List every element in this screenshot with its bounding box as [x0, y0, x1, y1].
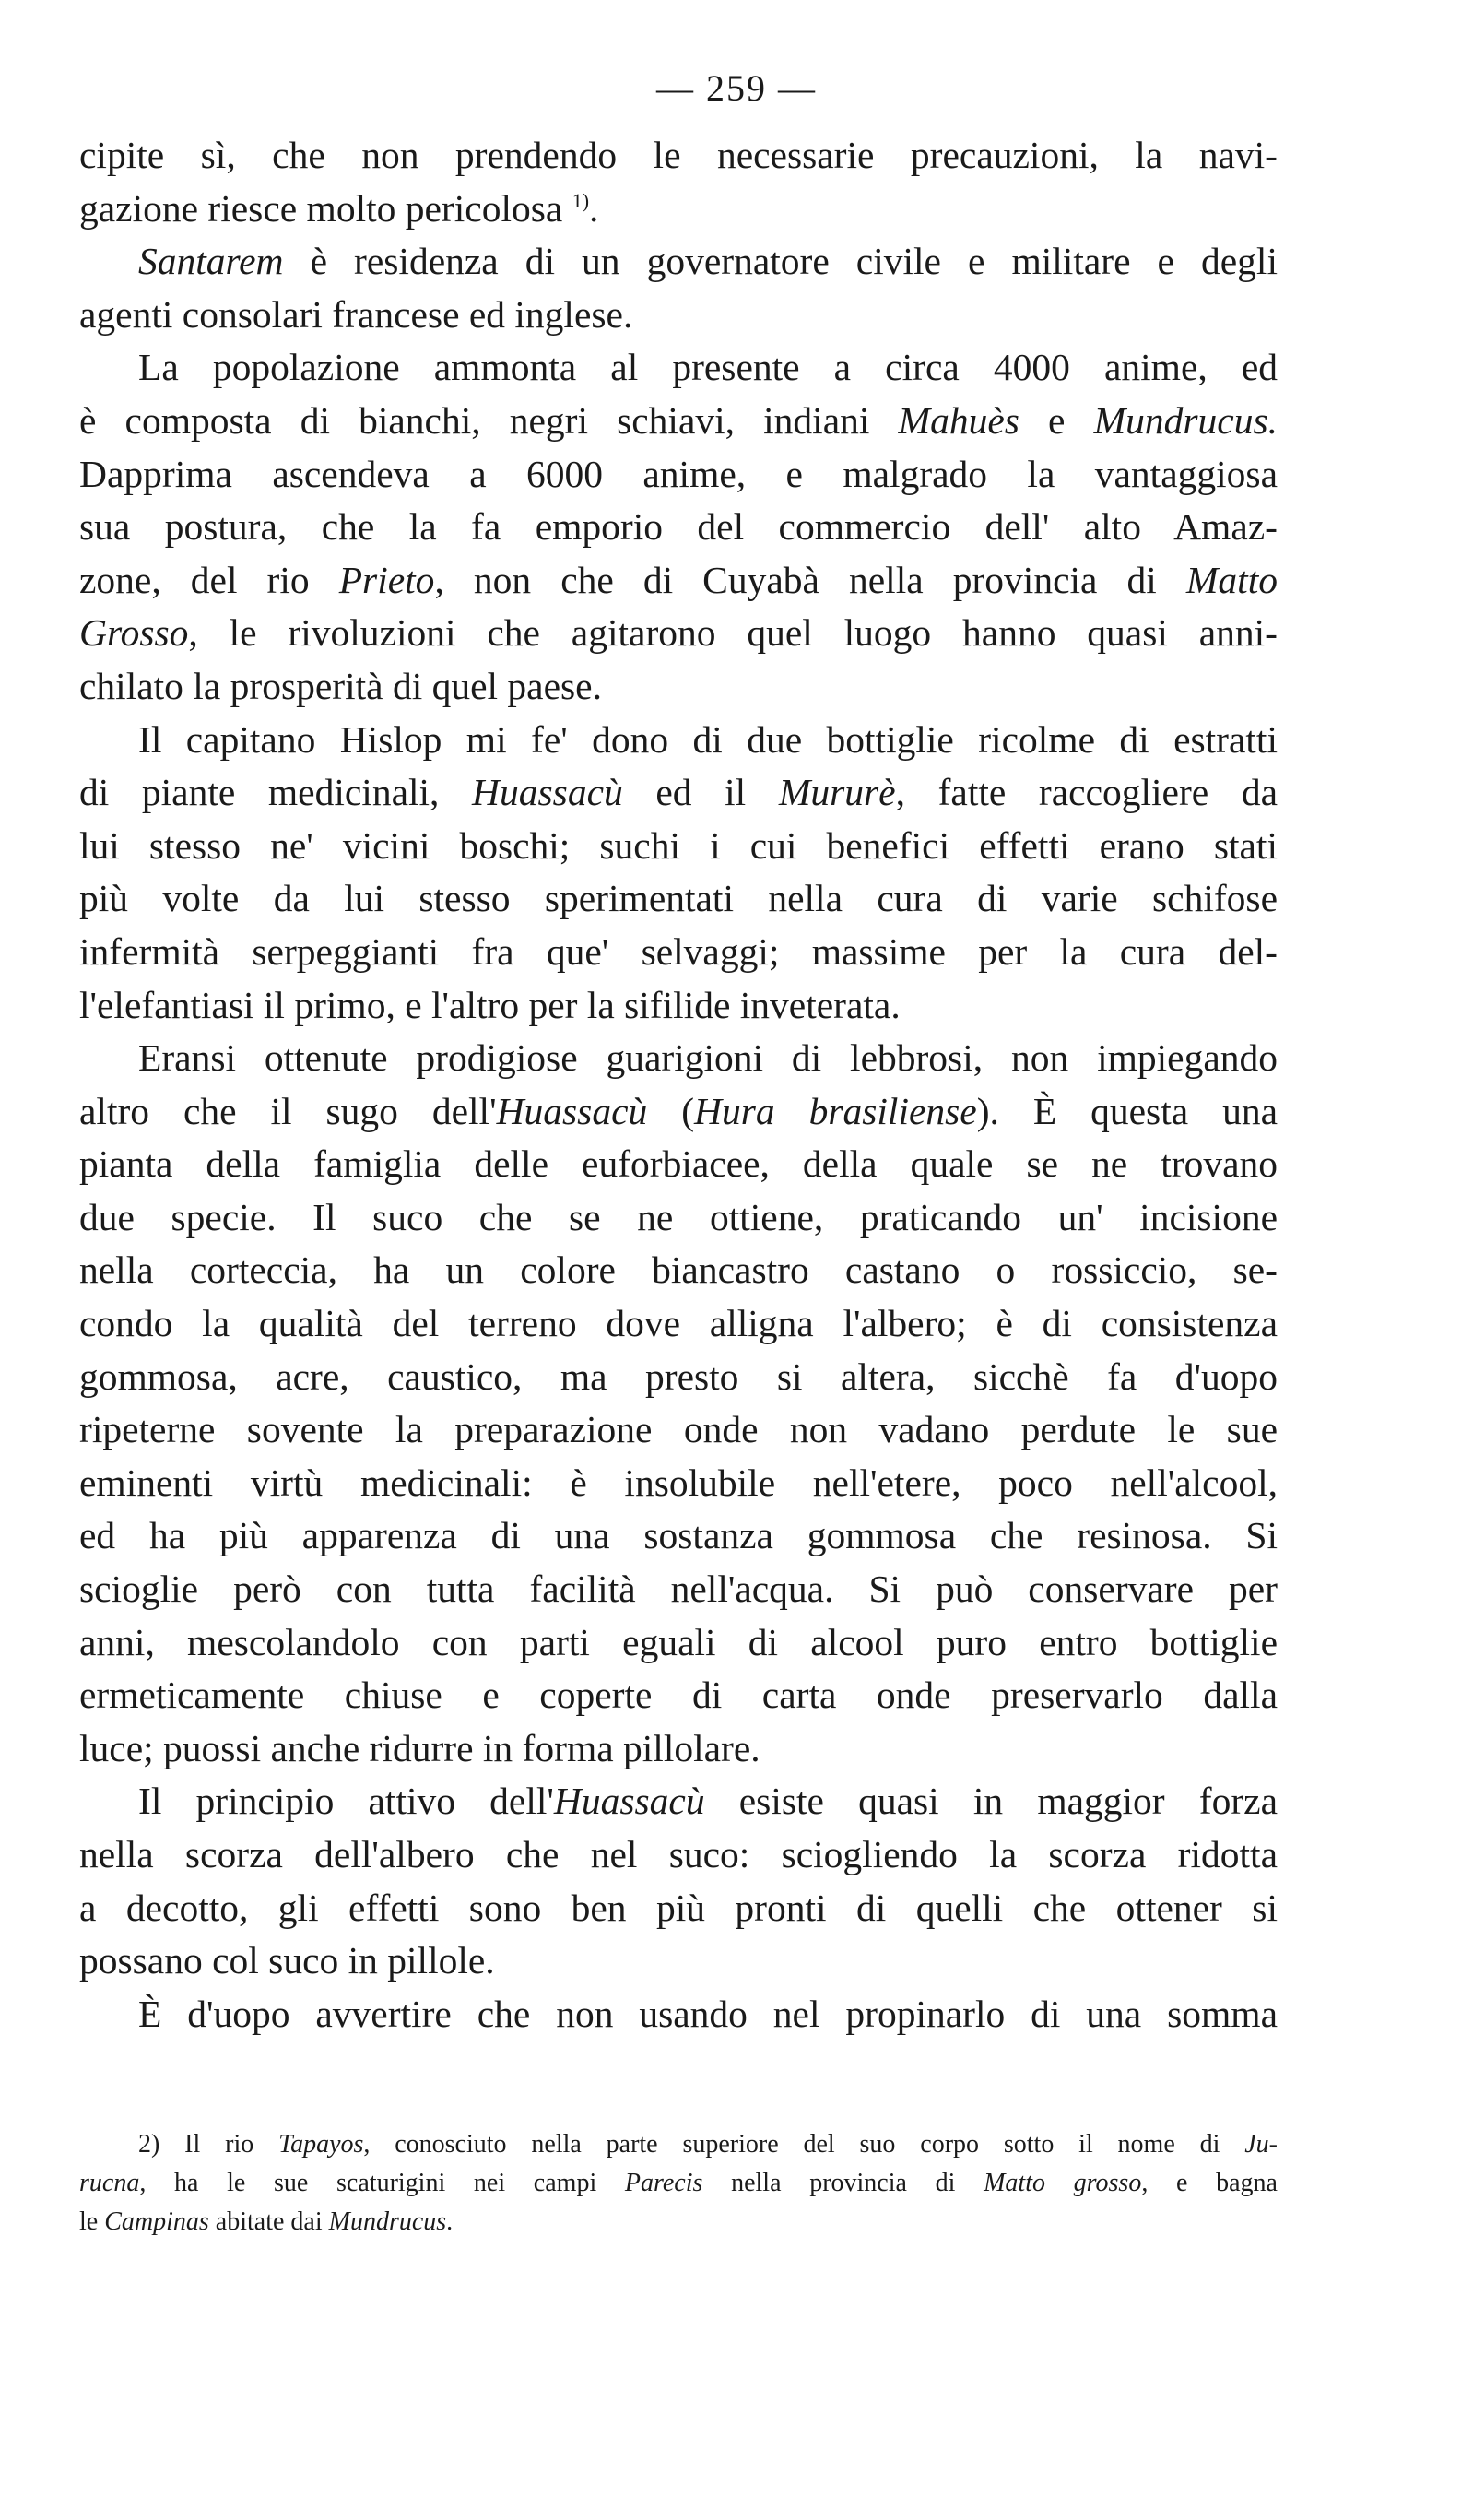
text-line [79, 1509, 1278, 1563]
text-line [79, 554, 1278, 608]
italic-text: Prieto [338, 558, 435, 601]
text-line [79, 289, 1278, 342]
text-line [79, 820, 1278, 873]
italic-text: Mahuès [898, 398, 1019, 442]
text-line [79, 1244, 1278, 1297]
text-line [79, 1351, 1278, 1404]
text-run: , conosciuto nella parte superiore del suo corpo sotto il nome di [363, 2130, 1245, 2159]
text-run: lui stesso ne' vicini boschi; suchi i cui benefici effetti erano stati [79, 823, 1278, 867]
text-run: due specie. Il suco che se ne ottiene, praticando un' incisione [79, 1195, 1278, 1238]
text-line [79, 660, 1278, 714]
text-line [79, 395, 1278, 448]
text-run: Il capitano Hislop mi fe' dono di due bottiglie ricolme di estratti [138, 717, 1278, 761]
text-run: Dapprima ascendeva a 6000 anime, e malgrado la vantaggiosa [79, 452, 1278, 495]
text-line [79, 1138, 1278, 1191]
italic-text: Santarem [138, 240, 284, 283]
italic-text: Campinas [104, 2207, 209, 2236]
italic-text: Matto [1185, 558, 1278, 601]
text-line [79, 1828, 1278, 1882]
text-line [79, 1775, 1278, 1828]
text-line [79, 714, 1278, 767]
footnote-line [79, 2203, 1278, 2242]
text-line [79, 926, 1278, 979]
text-line [79, 607, 1278, 660]
text-run: e [1019, 398, 1094, 442]
text-line [79, 448, 1278, 502]
text-run: le [79, 2207, 105, 2236]
text-run: ermeticamente chiuse e coperte di carta onde preservarlo dalla [79, 1674, 1278, 1717]
text-run: eminenti virtù medicinali: è insolubile nell'etere, poco nell'alcool, [79, 1461, 1278, 1504]
italic-text: Grosso [79, 611, 189, 655]
text-run: ed il [622, 771, 779, 814]
text-run: ed ha più apparenza di una sostanza gommosa che resinosa. Si [79, 1514, 1278, 1557]
text-run: chilato la prosperità di quel paese. [79, 664, 602, 707]
text-line [79, 341, 1278, 395]
italic-text: Tapayos [278, 2130, 364, 2159]
text-run: ripeterne sovente la preparazione onde non vadano perdute le sue [79, 1408, 1278, 1451]
italic-text: rucna [79, 2169, 140, 2197]
text-line [79, 1988, 1278, 2041]
text-run: zone, del rio [79, 558, 339, 601]
text-run: nella scorza dell'albero che nel suco: sciogliendo la scorza ridotta [79, 1833, 1278, 1875]
text-run: scioglie però con tutta facilità nell'acqua. Si può conservare per [79, 1568, 1278, 1611]
text-run: agenti consolari francese ed inglese. [79, 292, 633, 336]
text-run: è composta di bianchi, negri schiavi, indiani [79, 398, 899, 442]
italic-text: Hura brasiliense [694, 1089, 977, 1132]
text-run: esiste quasi in maggior forza [704, 1780, 1279, 1823]
text-run: è residenza di un governatore civile e militare e degli [283, 240, 1278, 283]
italic-text: Huassacù [553, 1780, 705, 1823]
text-run: abitate dai [208, 2207, 329, 2236]
footnote-marker: 1) [572, 188, 590, 212]
text-run: pianta della famiglia delle euforbiacee, della quale se ne trovano [79, 1142, 1278, 1186]
footnote-line [79, 2164, 1278, 2203]
main-text [79, 129, 1278, 2041]
text-run: gazione riesce molto pericolosa [79, 186, 572, 230]
text-line [79, 1191, 1278, 1245]
text-run: di piante medicinali, [79, 771, 473, 814]
italic-text: Parecis [624, 2169, 703, 2197]
text-line [79, 1032, 1278, 1085]
italic-text: Ju- [1244, 2130, 1278, 2159]
text-run: più volte da lui stesso sperimentati nella cura di varie schifose [79, 877, 1278, 920]
text-line [79, 1403, 1278, 1457]
page-number: — 259 — [656, 67, 817, 109]
text-run: condo la qualità del terreno dove alligna l'albero; è di consistenza [79, 1302, 1278, 1345]
text-run: nella corteccia, ha un colore biancastro castano o rossiccio, se- [79, 1248, 1278, 1292]
text-run: 2) Il rio [138, 2130, 279, 2159]
text-run: l'elefantiasi il primo, e l'altro per la sifilide inveterata. [79, 983, 901, 1026]
text-run: cipite sì, che non prendendo le necessarie precauzioni, la navi- [79, 134, 1278, 176]
text-run: gommosa, acre, caustico, ma presto si altera, sicchè fa d'uopo [79, 1355, 1278, 1398]
text-run: possano col suco in pillole. [79, 1939, 495, 1982]
text-run: È d'uopo avvertire che non usando nel propinarlo di una somma [138, 1992, 1278, 2035]
text-line [79, 1085, 1278, 1139]
text-run: luce; puossi anche ridurre in forma pillolare. [79, 1726, 760, 1769]
text-run: , non che di Cuyabà nella provincia di [434, 558, 1186, 601]
text-run: sua postura, che la fa emporio del commercio dell' alto Amaz- [79, 505, 1278, 549]
text-line [79, 1457, 1278, 1510]
text-run: . [589, 186, 599, 230]
text-line [79, 501, 1278, 554]
text-run: ). È questa una [976, 1089, 1279, 1132]
text-line [79, 1563, 1278, 1616]
text-run: , fatte raccogliere da [895, 771, 1278, 814]
italic-text: Mundrucus. [1093, 398, 1278, 442]
italic-text: Mundrucus [328, 2207, 447, 2236]
text-line [79, 1669, 1278, 1722]
footnote-line [79, 2125, 1278, 2164]
text-run: ( [647, 1089, 695, 1132]
text-run: La popolazione ammonta al presente a circa 4000 anime, ed [138, 346, 1278, 389]
italic-text: Matto grosso [984, 2169, 1142, 2197]
text-run: Eransi ottenute prodigiose guarigioni di lebbrosi, non impiegando [138, 1036, 1278, 1080]
text-line [79, 235, 1278, 289]
text-line [79, 183, 1278, 236]
text-line [79, 766, 1278, 820]
text-run: , le rivoluzioni che agitarono quel luogo hanno quasi anni- [188, 611, 1278, 655]
text-run: , ha le sue scaturigini nei campi [139, 2169, 625, 2197]
text-line [79, 979, 1278, 1033]
text-line [79, 1297, 1278, 1351]
text-line [79, 1616, 1278, 1670]
text-run: nella provincia di [702, 2169, 984, 2197]
text-line [79, 1934, 1278, 1988]
text-line [79, 1882, 1278, 1935]
text-run: anni, mescolandolo con parti eguali di alcool puro entro bottiglie [79, 1620, 1278, 1663]
italic-text: Huassacù [472, 771, 623, 814]
footnote [79, 2125, 1278, 2242]
text-run: a decotto, gli effetti sono ben più pronti di quelli che ottener si [79, 1886, 1278, 1929]
text-run: , e bagna [1141, 2169, 1278, 2197]
text-line [79, 129, 1278, 183]
italic-text: Huassacù [496, 1089, 648, 1132]
text-line [79, 872, 1278, 926]
text-run: infermità serpeggianti fra que' selvaggi; massime per la cura del- [79, 929, 1278, 973]
text-line [79, 1722, 1278, 1776]
text-run: . [446, 2207, 454, 2236]
text-run: Il principio attivo dell' [138, 1780, 554, 1823]
text-run: altro che il sugo dell' [79, 1089, 497, 1132]
italic-text: Mururè [778, 771, 896, 814]
